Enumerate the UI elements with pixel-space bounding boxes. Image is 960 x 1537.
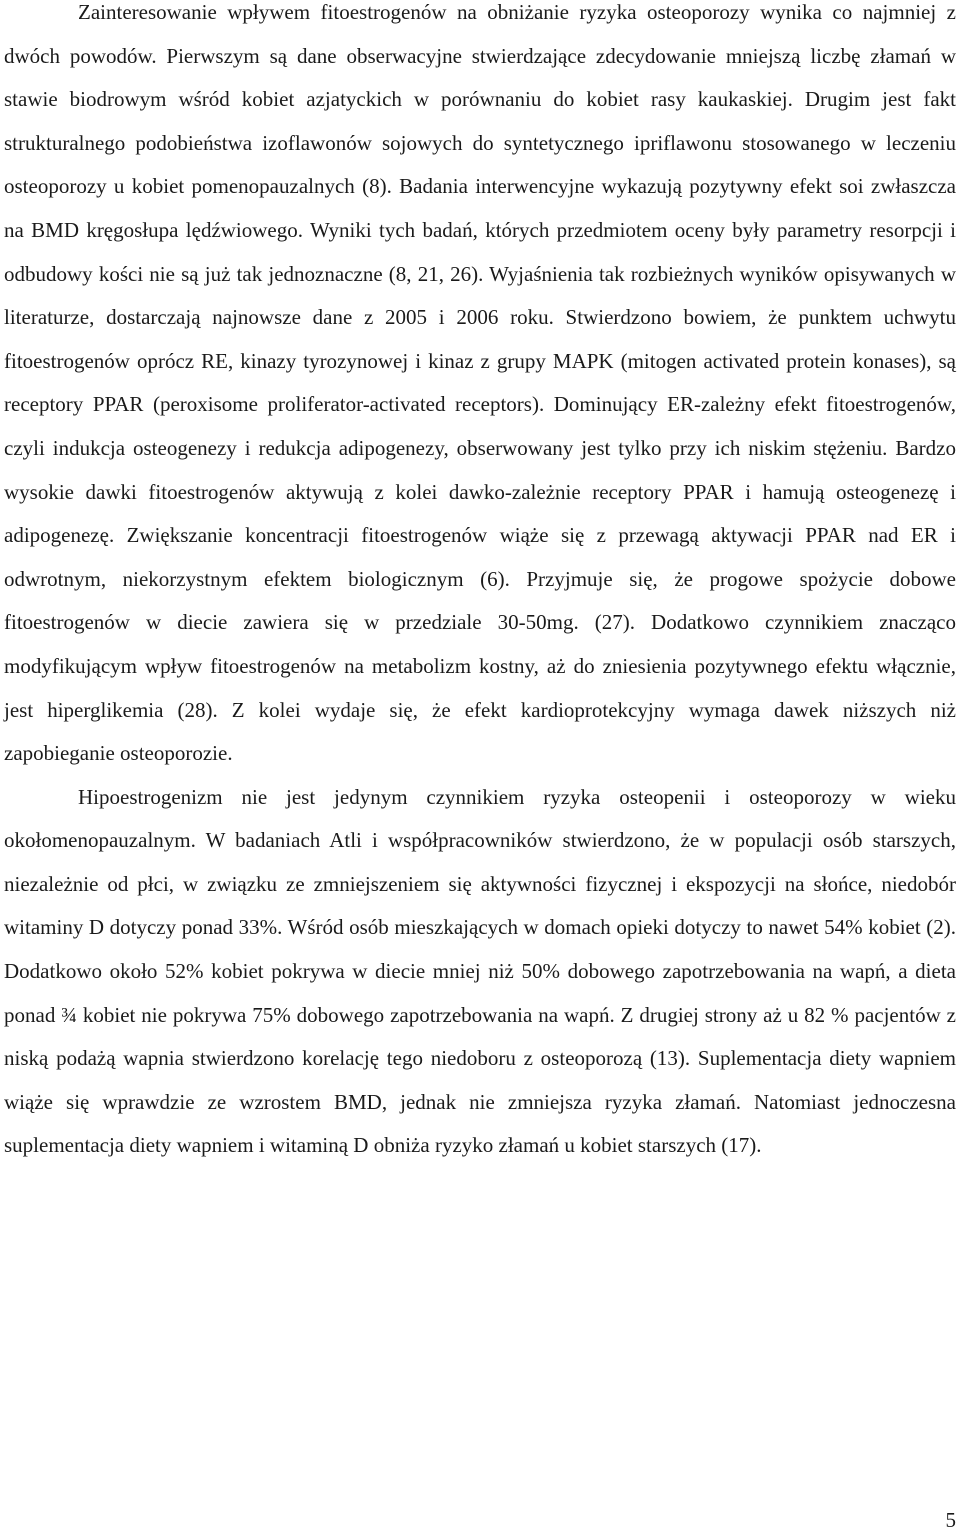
document-page xyxy=(4,0,956,1168)
body-paragraph-hypoestrogenism: Hipoestrogenizm nie jest jedynym czynnikiem ryzyka osteopenii i osteoporozy w wieku okołomenopauzalnym. W badaniach Atli i współpracowników stwierdzono, że w populacji osób starszych, niezależnie od płci, w związku ze zmniejszeniem się aktywności fizycznej i ekspozycji na słońce, niedobór witaminy D dotyczy ponad 33%. Wśród osób mieszkających w domach opieki dotyczy to nawet 54% kobiet (2). Dodatkowo około 52% kobiet pokrywa w diecie mniej niż 50% dobowego zapotrzebowania na wapń, a dieta ponad ¾ kobiet nie pokrywa 75% dobowego zapotrzebowania na wapń. Z drugiej strony aż u 82 % pacjentów z niską podażą wapnia stwierdzono korelację tego niedoboru z osteoporozą (13). Suplementacja diety wapniem wiąże się wprawdzie ze wzrostem BMD, jednak nie zmniejsza ryzyka złamań. Natomiast jednoczesna suplementacja diety wapniem i witaminą D obniża ryzyko złamań u kobiet starszych (17). xyxy=(4,784,956,1158)
page-number: 5 xyxy=(945,1508,956,1532)
body-paragraph-phytoestrogens: Zainteresowanie wpływem fitoestrogenów na obniżanie ryzyka osteoporozy wynika co najmniej z dwóch powodów. Pierwszym są dane obserwacyjne stwierdzające zdecydowanie mniejszą liczbę złamań w stawie biodrowym wśród kobiet azjatyckich w porównaniu do kobiet rasy kaukaskiej. Drugim jest fakt strukturalnego podobieństwa izoflawonów sojowych do syntetycznego ipriflawonu stosowanego w leczeniu osteoporozy u kobiet pomenopauzalnych (8). Badania interwencyjne wykazują pozytywny efekt soi zwłaszcza na BMD kręgosłupa lędźwiowego. Wyniki tych badań, których przedmiotem oceny były parametry resorpcji i odbudowy kości nie są już tak jednoznaczne (8, 21, 26). Wyjaśnienia tak rozbieżnych wyników opisywanych w literaturze, dostarczają najnowsze dane z 2005 i 2006 roku. Stwierdzono bowiem, że punktem uchwytu fitoestrogenów oprócz RE, kinazy tyrozynowej i kinaz z grupy MAPK (mitogen activated protein konases), są receptory PPAR (peroxisome proliferator-activated receptors). Dominujący ER-zależny efekt fitoestrogenów, czyli indukcja osteogenezy i redukcja adipogenezy, obserwowany jest tylko przy ich niskim stężeniu. Bardzo wysokie dawki fitoestrogenów aktywują z kolei dawko-zależnie receptory PPAR i hamują osteogenezę i adipogenezę. Zwiększanie koncentracji fitoestrogenów wiąże się z przewagą aktywacji PPAR nad ER i odwrotnym, niekorzystnym efektem biologicznym (6). Przyjmuje się, że progowe spożycie dobowe fitoestrogenów w diecie zawiera się w przedziale 30-50mg. (27). Dodatkowo czynnikiem znacząco modyfikującym wpływ fitoestrogenów na metabolizm kostny, aż do zniesienia pozytywnego efektu włącznie, jest hiperglikemia (28). Z kolei wydaje się, że efekt kardioprotekcyjny wymaga dawek niższych niż zapobieganie osteoporozie. xyxy=(4,0,956,766)
